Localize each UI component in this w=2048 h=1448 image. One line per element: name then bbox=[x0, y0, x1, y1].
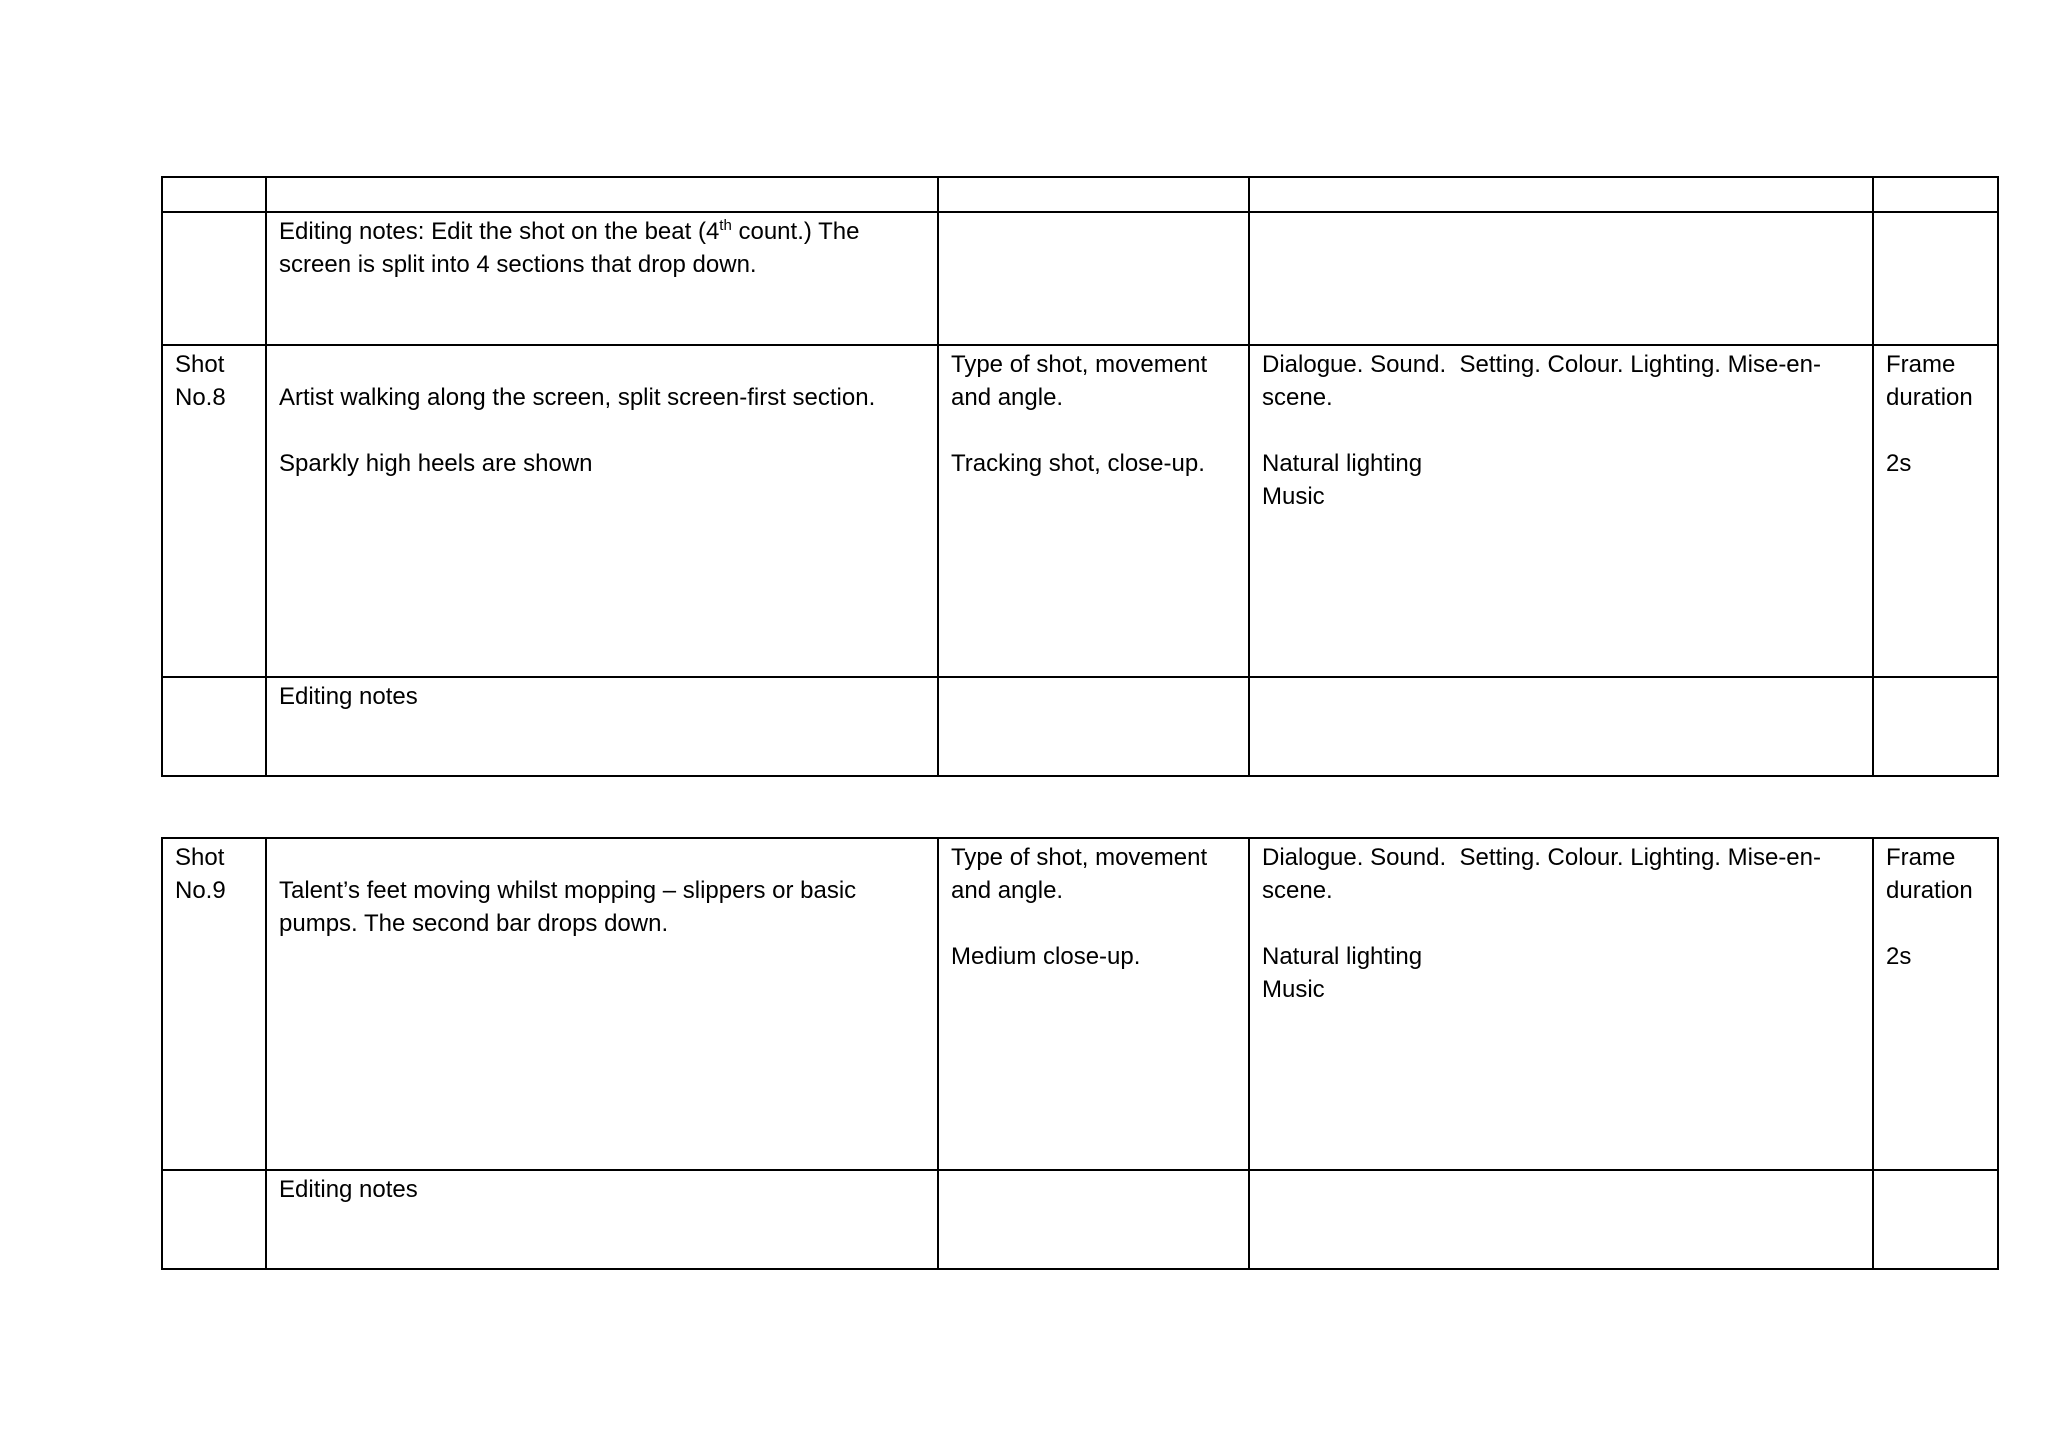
audio-visual-heading: Dialogue. Sound. Setting. Colour. Lighting. Mise-en-scene. bbox=[1262, 844, 1821, 904]
shot-type-cell bbox=[938, 838, 1249, 1170]
shot-9-table bbox=[161, 837, 1999, 1270]
audio-visual-heading: Dialogue. Sound. Setting. Colour. Lighting. Mise-en-scene. bbox=[1262, 351, 1821, 411]
shot-description-detail: Sparkly high heels are shown bbox=[279, 450, 593, 477]
shot-8-table bbox=[161, 176, 1999, 777]
shot-type-heading: Type of shot, movement and angle. bbox=[951, 844, 1214, 904]
editing-notes-label: Editing notes bbox=[279, 1176, 418, 1203]
audio-visual-cell bbox=[1249, 345, 1873, 677]
editing-notes-cell bbox=[266, 1170, 938, 1269]
table-cell bbox=[266, 177, 938, 212]
sound-value: Music bbox=[1262, 483, 1325, 510]
audio-visual-cell bbox=[1249, 838, 1873, 1170]
table-cell bbox=[1249, 212, 1873, 345]
shot-type-cell bbox=[938, 345, 1249, 677]
shot-label: Shot bbox=[175, 844, 225, 871]
lighting-value: Natural lighting bbox=[1262, 450, 1423, 477]
shot-number-cell bbox=[162, 838, 266, 1170]
shot-8-row bbox=[162, 345, 1998, 677]
shot-9-row bbox=[162, 838, 1998, 1170]
editing-notes-cell bbox=[266, 677, 938, 776]
table-cell bbox=[938, 212, 1249, 345]
lighting-value: Natural lighting bbox=[1262, 943, 1423, 970]
editing-notes-label: Editing notes bbox=[279, 683, 418, 710]
table-cell bbox=[162, 1170, 266, 1269]
table-cell bbox=[1873, 212, 1998, 345]
table-cell bbox=[1873, 1170, 1998, 1269]
shot-number: No.9 bbox=[175, 877, 226, 904]
shot-number-cell bbox=[162, 345, 266, 677]
table-cell bbox=[938, 677, 1249, 776]
table-cell bbox=[938, 177, 1249, 212]
table-cell bbox=[162, 677, 266, 776]
shot-description: Talent’s feet moving whilst mopping – slippers or basic pumps. The second bar drops down. bbox=[279, 877, 863, 937]
duration-heading: Frame duration bbox=[1886, 844, 1973, 904]
editing-notes-cell bbox=[266, 212, 938, 345]
shot-type-value: Medium close-up. bbox=[951, 943, 1141, 970]
table-cell bbox=[162, 177, 266, 212]
table-cell bbox=[938, 1170, 1249, 1269]
duration-cell bbox=[1873, 345, 1998, 677]
table-cell bbox=[1249, 177, 1873, 212]
editing-notes-text-cont: count.) The screen is split into 4 sections that drop down. bbox=[279, 218, 860, 278]
table-cell bbox=[1873, 677, 1998, 776]
shot-description: Artist walking along the screen, split screen-first section. bbox=[279, 384, 876, 411]
shot-9-editing-notes-row bbox=[162, 1170, 1998, 1269]
ordinal-suffix: th bbox=[719, 217, 732, 234]
previous-shot-editing-notes-row bbox=[162, 212, 1998, 345]
shot-number: No.8 bbox=[175, 384, 226, 411]
duration-value: 2s bbox=[1886, 450, 1912, 477]
editing-notes-text: Editing notes: Edit the shot on the beat (4 bbox=[279, 218, 720, 245]
table-cell bbox=[1873, 177, 1998, 212]
sound-value: Music bbox=[1262, 976, 1325, 1003]
table-cell bbox=[162, 212, 266, 345]
duration-heading: Frame duration bbox=[1886, 351, 1973, 411]
duration-cell bbox=[1873, 838, 1998, 1170]
shot-type-value: Tracking shot, close-up. bbox=[951, 450, 1205, 477]
table-cell bbox=[1249, 1170, 1873, 1269]
table-cell bbox=[1249, 677, 1873, 776]
shot-type-heading: Type of shot, movement and angle. bbox=[951, 351, 1214, 411]
duration-value: 2s bbox=[1886, 943, 1912, 970]
shot-description-cell bbox=[266, 838, 938, 1170]
shot-8-editing-notes-row bbox=[162, 677, 1998, 776]
shot-description-cell bbox=[266, 345, 938, 677]
shot-label: Shot bbox=[175, 351, 225, 378]
empty-header-row bbox=[162, 177, 1998, 212]
